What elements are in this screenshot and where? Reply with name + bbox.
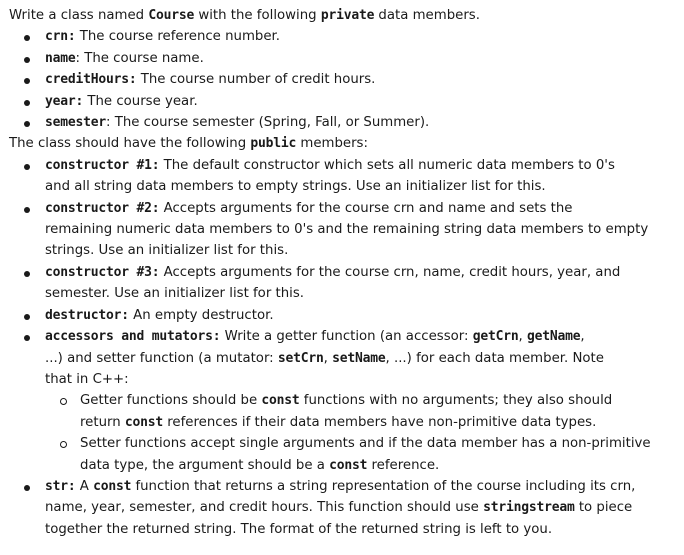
member-desc: The course reference number. bbox=[75, 29, 280, 45]
member-desc: remaining numeric data members to 0's and the remaining string data members to empty bbox=[45, 222, 649, 238]
list-item-constructor-1 bbox=[9, 155, 676, 198]
intro-text: data members. bbox=[374, 8, 480, 23]
private-members-list bbox=[9, 26, 676, 133]
getter-name: getName bbox=[526, 329, 581, 345]
member-desc: Accepts arguments for the course crn, name, credit hours, year, and bbox=[159, 264, 621, 280]
public-intro-text: members: bbox=[296, 136, 368, 152]
const-keyword: const bbox=[261, 393, 300, 409]
list-item bbox=[9, 91, 676, 112]
list-item-constructor-2 bbox=[9, 198, 676, 262]
sub-list-item bbox=[45, 390, 676, 433]
const-keyword: const bbox=[93, 478, 132, 494]
const-keyword: const bbox=[329, 457, 368, 473]
member-desc: A bbox=[75, 478, 94, 494]
member-code: name bbox=[45, 50, 76, 66]
member-desc: that in C++: bbox=[45, 371, 129, 387]
separator-text: , bbox=[580, 329, 585, 345]
member-desc: together the returned string. The format of the returned string is left to you. bbox=[45, 521, 553, 537]
list-item-destructor bbox=[9, 305, 676, 326]
setter-name: setName bbox=[332, 350, 386, 366]
public-members-list bbox=[9, 155, 676, 540]
member-code: crn: bbox=[45, 29, 76, 45]
public-intro-paragraph bbox=[9, 133, 676, 154]
intro-paragraph bbox=[9, 5, 676, 26]
note-text: reference. bbox=[367, 457, 440, 473]
list-item-constructor-3 bbox=[9, 262, 676, 305]
member-desc: The course year. bbox=[83, 93, 198, 109]
intro-text: Write a class named bbox=[9, 8, 149, 23]
list-item bbox=[9, 26, 676, 47]
member-desc: to piece bbox=[574, 500, 633, 516]
member-desc: , ...) for each data member. Note bbox=[385, 350, 604, 366]
note-text: Setter functions accept single arguments and if the data member has a non-primitive bbox=[80, 436, 651, 452]
member-desc: Accepts arguments for the course crn and name and sets the bbox=[159, 200, 573, 216]
member-desc: name, year, semester, and credit hours. This function should use bbox=[45, 500, 484, 516]
member-desc: function that returns a string representation of the course including its crn, bbox=[131, 478, 636, 494]
list-item bbox=[9, 48, 676, 69]
list-item-str bbox=[9, 476, 676, 540]
setter-name: setCrn bbox=[277, 350, 324, 366]
member-desc: Write a getter function (an accessor: bbox=[220, 329, 473, 345]
member-code: constructor #2: bbox=[45, 200, 160, 216]
member-desc: An empty destructor. bbox=[128, 307, 274, 323]
member-desc: The course number of credit hours. bbox=[136, 72, 376, 88]
const-keyword: const bbox=[124, 414, 164, 430]
public-intro-text: The class should have the following bbox=[9, 136, 251, 152]
member-code: year: bbox=[45, 93, 84, 109]
member-code: creditHours: bbox=[45, 72, 137, 88]
note-text: Getter functions should be bbox=[80, 393, 262, 409]
separator-text: , bbox=[323, 350, 333, 366]
member-code: constructor #1: bbox=[45, 157, 160, 173]
member-code: semester bbox=[45, 115, 107, 131]
private-keyword: private bbox=[320, 8, 375, 23]
member-code: str: bbox=[45, 478, 76, 494]
sub-list-item bbox=[45, 433, 676, 476]
accessor-notes-list bbox=[45, 390, 676, 476]
member-desc: : The course semester (Spring, Fall, or Summer). bbox=[106, 115, 430, 131]
note-text: data type, the argument should be a bbox=[80, 457, 330, 473]
note-text: functions with no arguments; they also should bbox=[299, 393, 613, 409]
member-desc: strings. Use an initializer list for this. bbox=[45, 243, 289, 259]
member-code: accessors and mutators: bbox=[45, 329, 221, 345]
list-item-accessors-mutators bbox=[9, 326, 676, 476]
note-text: return bbox=[80, 414, 125, 430]
member-desc: The default constructor which sets all numeric data members to 0's bbox=[159, 157, 615, 173]
note-text: references if their data members have non-primitive data types. bbox=[163, 414, 597, 430]
member-desc: semester. Use an initializer list for this. bbox=[45, 286, 305, 302]
member-desc: ...) and setter function (a mutator: bbox=[45, 350, 278, 366]
stringstream-keyword: stringstream bbox=[483, 500, 575, 516]
list-item bbox=[9, 69, 676, 90]
getter-name: getCrn bbox=[472, 329, 519, 345]
member-code: constructor #3: bbox=[45, 264, 160, 280]
class-name: Course bbox=[148, 8, 195, 23]
separator-text: , bbox=[518, 329, 527, 345]
member-desc: and all string data members to empty strings. Use an initializer list for this. bbox=[45, 179, 546, 195]
public-keyword: public bbox=[250, 136, 297, 152]
member-desc: : The course name. bbox=[75, 50, 204, 66]
member-code: destructor: bbox=[45, 307, 129, 323]
list-item bbox=[9, 112, 676, 133]
intro-text: with the following bbox=[194, 8, 321, 23]
